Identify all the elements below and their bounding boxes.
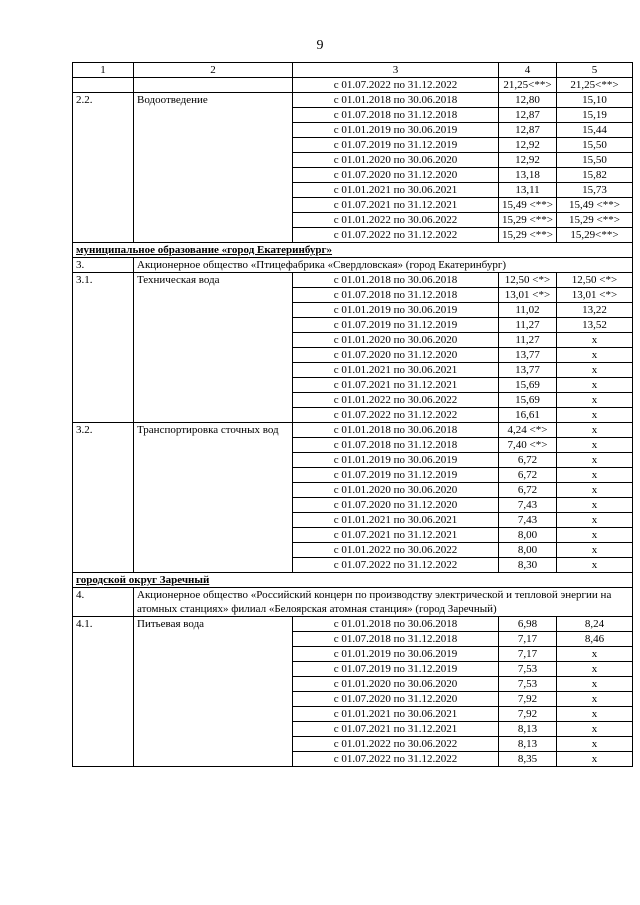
row-index: 3.2. [73,423,134,438]
table-row [73,558,633,573]
table-row [73,393,633,408]
tariff-col-4: 12,80 [499,93,557,108]
period-cell: с 01.01.2018 по 30.06.2018 [293,617,499,632]
row-index [73,153,134,168]
table-row [73,78,633,93]
service-name: Питьевая вода [134,617,293,632]
row-index: 2.2. [73,93,134,108]
service-name [134,677,293,692]
tariff-col-5: х [557,423,633,438]
header-col-3: 3 [293,63,499,78]
row-index [73,543,134,558]
row-index [73,483,134,498]
tariff-col-4: 8,13 [499,737,557,752]
tariff-col-5: х [557,737,633,752]
tariff-col-4: 6,98 [499,617,557,632]
tariff-col-5: 13,52 [557,318,633,333]
service-name [134,438,293,453]
period-cell: с 01.01.2022 по 30.06.2022 [293,393,499,408]
tariff-col-4: 7,17 [499,647,557,662]
row-index [73,213,134,228]
org-index: 4. [73,588,134,617]
table-row [73,123,633,138]
service-name: Водоотведение [134,93,293,108]
tariff-col-5: х [557,363,633,378]
period-cell: с 01.01.2022 по 30.06.2022 [293,213,499,228]
row-index [73,558,134,573]
period-cell: с 01.07.2018 по 31.12.2018 [293,108,499,123]
service-name [134,153,293,168]
tariff-col-4: 12,50 <*> [499,273,557,288]
table-row [73,722,633,737]
row-index: 4.1. [73,617,134,632]
table-row [73,647,633,662]
tariff-col-4: 15,29 <**> [499,228,557,243]
tariff-col-4: 7,43 [499,498,557,513]
period-cell: с 01.07.2018 по 31.12.2018 [293,438,499,453]
period-cell: с 01.01.2018 по 30.06.2018 [293,423,499,438]
row-index [73,438,134,453]
period-cell: с 01.01.2021 по 30.06.2021 [293,183,499,198]
section-title: городской округ Заречный [73,573,633,588]
table-row [73,438,633,453]
tariff-col-4: 15,29 <**> [499,213,557,228]
service-name [134,752,293,767]
tariff-col-5: 15,29<**> [557,228,633,243]
tariff-col-5: х [557,722,633,737]
section-row [73,573,633,588]
period-cell: с 01.07.2019 по 31.12.2019 [293,318,499,333]
period-cell: с 01.07.2020 по 31.12.2020 [293,348,499,363]
service-name [134,468,293,483]
tariff-col-4: 8,30 [499,558,557,573]
period-cell: с 01.07.2022 по 31.12.2022 [293,752,499,767]
tariff-col-4: 8,00 [499,528,557,543]
row-index [73,632,134,647]
row-index: 3.1. [73,273,134,288]
tariff-col-5: 21,25<**> [557,78,633,93]
service-name: Техническая вода [134,273,293,288]
tariff-col-5: х [557,677,633,692]
service-name [134,378,293,393]
section-row [73,243,633,258]
tariff-col-4: 8,00 [499,543,557,558]
tariff-col-5: 15,44 [557,123,633,138]
tariff-col-5: х [557,348,633,363]
table-row [73,617,633,632]
table-row [73,677,633,692]
row-index [73,453,134,468]
organization-row [73,588,633,617]
tariff-col-5: х [557,393,633,408]
tariff-col-4: 12,92 [499,153,557,168]
tariff-col-4: 6,72 [499,453,557,468]
table-row [73,93,633,108]
table-row [73,183,633,198]
table-row [73,528,633,543]
service-name [134,78,293,93]
period-cell: с 01.01.2019 по 30.06.2019 [293,453,499,468]
row-index [73,333,134,348]
tariff-col-5: 15,10 [557,93,633,108]
tariff-col-4: 6,72 [499,483,557,498]
tariff-col-4: 13,77 [499,348,557,363]
tariff-col-4: 7,92 [499,692,557,707]
page-number: 9 [316,38,324,53]
row-index [73,707,134,722]
table-row [73,752,633,767]
table-row [73,468,633,483]
tariff-col-4: 7,53 [499,662,557,677]
header-col-4: 4 [499,63,557,78]
period-cell: с 01.07.2020 по 31.12.2020 [293,168,499,183]
row-index [73,108,134,123]
tariff-col-4: 8,13 [499,722,557,737]
table-row [73,737,633,752]
service-name: Транспортировка сточных вод [134,423,293,438]
tariff-col-4: 13,18 [499,168,557,183]
period-cell: с 01.07.2019 по 31.12.2019 [293,468,499,483]
tariff-col-5: 15,73 [557,183,633,198]
period-cell: с 01.01.2019 по 30.06.2019 [293,303,499,318]
header-col-1: 1 [73,63,134,78]
period-cell: с 01.01.2022 по 30.06.2022 [293,737,499,752]
row-index [73,722,134,737]
row-index [73,198,134,213]
service-name [134,393,293,408]
tariff-col-5: х [557,438,633,453]
tariff-col-4: 15,69 [499,378,557,393]
org-name: Акционерное общество «Птицефабрика «Свердловская» (город Екатеринбург) [134,258,633,273]
tariff-col-5: х [557,378,633,393]
period-cell: с 01.07.2019 по 31.12.2019 [293,138,499,153]
table-row [73,318,633,333]
table-row [73,288,633,303]
table-row [73,453,633,468]
tariff-col-4: 11,02 [499,303,557,318]
row-index [73,662,134,677]
table-row [73,662,633,677]
table-row [73,153,633,168]
period-cell: с 01.01.2020 по 30.06.2020 [293,483,499,498]
tariff-col-4: 15,49 <**> [499,198,557,213]
service-name [134,528,293,543]
service-name [134,453,293,468]
period-cell: с 01.07.2021 по 31.12.2021 [293,378,499,393]
period-cell: с 01.01.2021 по 30.06.2021 [293,707,499,722]
row-index [73,498,134,513]
table-row [73,303,633,318]
tariff-col-5: х [557,543,633,558]
service-name [134,662,293,677]
tariff-col-5: 15,49 <**> [557,198,633,213]
period-cell: с 01.01.2019 по 30.06.2019 [293,123,499,138]
row-index [73,228,134,243]
row-index [73,288,134,303]
tariff-col-5: х [557,498,633,513]
period-cell: с 01.07.2022 по 31.12.2022 [293,408,499,423]
tariff-col-5: 8,24 [557,617,633,632]
table-row [73,273,633,288]
row-index [73,737,134,752]
period-cell: с 01.01.2020 по 30.06.2020 [293,153,499,168]
period-cell: с 01.01.2019 по 30.06.2019 [293,647,499,662]
service-name [134,213,293,228]
tariff-col-4: 7,92 [499,707,557,722]
row-index [73,183,134,198]
service-name [134,333,293,348]
service-name [134,647,293,662]
table-row [73,108,633,123]
tariff-col-4: 6,72 [499,468,557,483]
service-name [134,363,293,378]
row-index [73,363,134,378]
tariff-col-5: 13,01 <*> [557,288,633,303]
tariff-col-5: х [557,692,633,707]
service-name [134,498,293,513]
tariff-col-4: 7,53 [499,677,557,692]
row-index [73,752,134,767]
period-cell: с 01.07.2021 по 31.12.2021 [293,198,499,213]
table-row [73,707,633,722]
table-row [73,632,633,647]
service-name [134,138,293,153]
table-row [73,198,633,213]
tariff-col-4: 11,27 [499,333,557,348]
tariff-col-5: х [557,647,633,662]
row-index [73,168,134,183]
table-row [73,498,633,513]
period-cell: с 01.01.2020 по 30.06.2020 [293,333,499,348]
tariff-col-4: 16,61 [499,408,557,423]
table-row [73,348,633,363]
service-name [134,198,293,213]
tariff-col-4: 7,40 <*> [499,438,557,453]
table-row [73,543,633,558]
service-name [134,228,293,243]
period-cell: с 01.07.2020 по 31.12.2020 [293,498,499,513]
table-row [73,333,633,348]
table-row [73,692,633,707]
tariff-col-5: х [557,558,633,573]
tariff-col-5: х [557,513,633,528]
tariff-col-4: 12,87 [499,108,557,123]
service-name [134,303,293,318]
tariff-col-4: 13,01 <*> [499,288,557,303]
tariff-col-5: х [557,528,633,543]
tariff-col-5: х [557,752,633,767]
table-row [73,213,633,228]
tariff-col-5: 15,19 [557,108,633,123]
tariff-col-4: 8,35 [499,752,557,767]
tariff-col-4: 12,87 [499,123,557,138]
row-index [73,348,134,363]
header-col-5: 5 [557,63,633,78]
service-name [134,123,293,138]
tariff-col-5: х [557,333,633,348]
table-row [73,378,633,393]
tariff-col-4: 21,25<**> [499,78,557,93]
table-row [73,168,633,183]
row-index [73,408,134,423]
service-name [134,722,293,737]
row-index [73,138,134,153]
service-name [134,543,293,558]
period-cell: с 01.01.2018 по 30.06.2018 [293,93,499,108]
header-col-2: 2 [134,63,293,78]
row-index [73,303,134,318]
period-cell: с 01.07.2022 по 31.12.2022 [293,558,499,573]
row-index [73,528,134,543]
tariff-col-4: 13,77 [499,363,557,378]
table-row [73,513,633,528]
tariff-col-5: х [557,408,633,423]
org-name: Акционерное общество «Российский концерн по производству электрической и тепловой энергии на атомных станциях» филиал «Белоярская атомная станция» (город Заречный) [134,588,633,617]
period-cell: с 01.07.2020 по 31.12.2020 [293,692,499,707]
period-cell: с 01.01.2018 по 30.06.2018 [293,273,499,288]
period-cell: с 01.01.2020 по 30.06.2020 [293,677,499,692]
table-row [73,138,633,153]
row-index [73,78,134,93]
service-name [134,288,293,303]
tariff-col-4: 13,11 [499,183,557,198]
service-name [134,737,293,752]
tariff-col-5: 15,29 <**> [557,213,633,228]
tariff-col-5: 15,50 [557,138,633,153]
service-name [134,183,293,198]
tariff-col-4: 12,92 [499,138,557,153]
tariff-col-5: х [557,662,633,677]
row-index [73,318,134,333]
period-cell: с 01.07.2022 по 31.12.2022 [293,228,499,243]
row-index [73,378,134,393]
row-index [73,468,134,483]
period-cell: с 01.07.2018 по 31.12.2018 [293,288,499,303]
service-name [134,408,293,423]
service-name [134,558,293,573]
service-name [134,108,293,123]
service-name [134,632,293,647]
row-index [73,677,134,692]
tariff-col-4: 15,69 [499,393,557,408]
service-name [134,168,293,183]
service-name [134,318,293,333]
service-name [134,483,293,498]
section-title: муниципальное образование «город Екатеринбург» [73,243,633,258]
service-name [134,707,293,722]
tariff-table [72,62,633,767]
row-index [73,647,134,662]
service-name [134,692,293,707]
period-cell: с 01.07.2021 по 31.12.2021 [293,528,499,543]
period-cell: с 01.07.2022 по 31.12.2022 [293,78,499,93]
service-name [134,513,293,528]
table-row [73,408,633,423]
table-header-row [73,63,633,78]
table-row [73,228,633,243]
row-index [73,692,134,707]
period-cell: с 01.01.2021 по 30.06.2021 [293,513,499,528]
tariff-col-5: 12,50 <*> [557,273,633,288]
tariff-col-5: 13,22 [557,303,633,318]
period-cell: с 01.07.2018 по 31.12.2018 [293,632,499,647]
service-name [134,348,293,363]
tariff-col-4: 7,43 [499,513,557,528]
tariff-col-4: 7,17 [499,632,557,647]
period-cell: с 01.01.2022 по 30.06.2022 [293,543,499,558]
row-index [73,393,134,408]
tariff-col-4: 4,24 <*> [499,423,557,438]
row-index [73,123,134,138]
table-row [73,483,633,498]
organization-row [73,258,633,273]
period-cell: с 01.07.2021 по 31.12.2021 [293,722,499,737]
period-cell: с 01.07.2019 по 31.12.2019 [293,662,499,677]
table-row [73,423,633,438]
tariff-col-5: х [557,453,633,468]
tariff-col-5: х [557,483,633,498]
tariff-col-5: х [557,468,633,483]
tariff-col-5: 15,82 [557,168,633,183]
tariff-col-5: 8,46 [557,632,633,647]
org-index: 3. [73,258,134,273]
table-row [73,363,633,378]
row-index [73,513,134,528]
tariff-col-5: 15,50 [557,153,633,168]
tariff-col-5: х [557,707,633,722]
period-cell: с 01.01.2021 по 30.06.2021 [293,363,499,378]
tariff-col-4: 11,27 [499,318,557,333]
